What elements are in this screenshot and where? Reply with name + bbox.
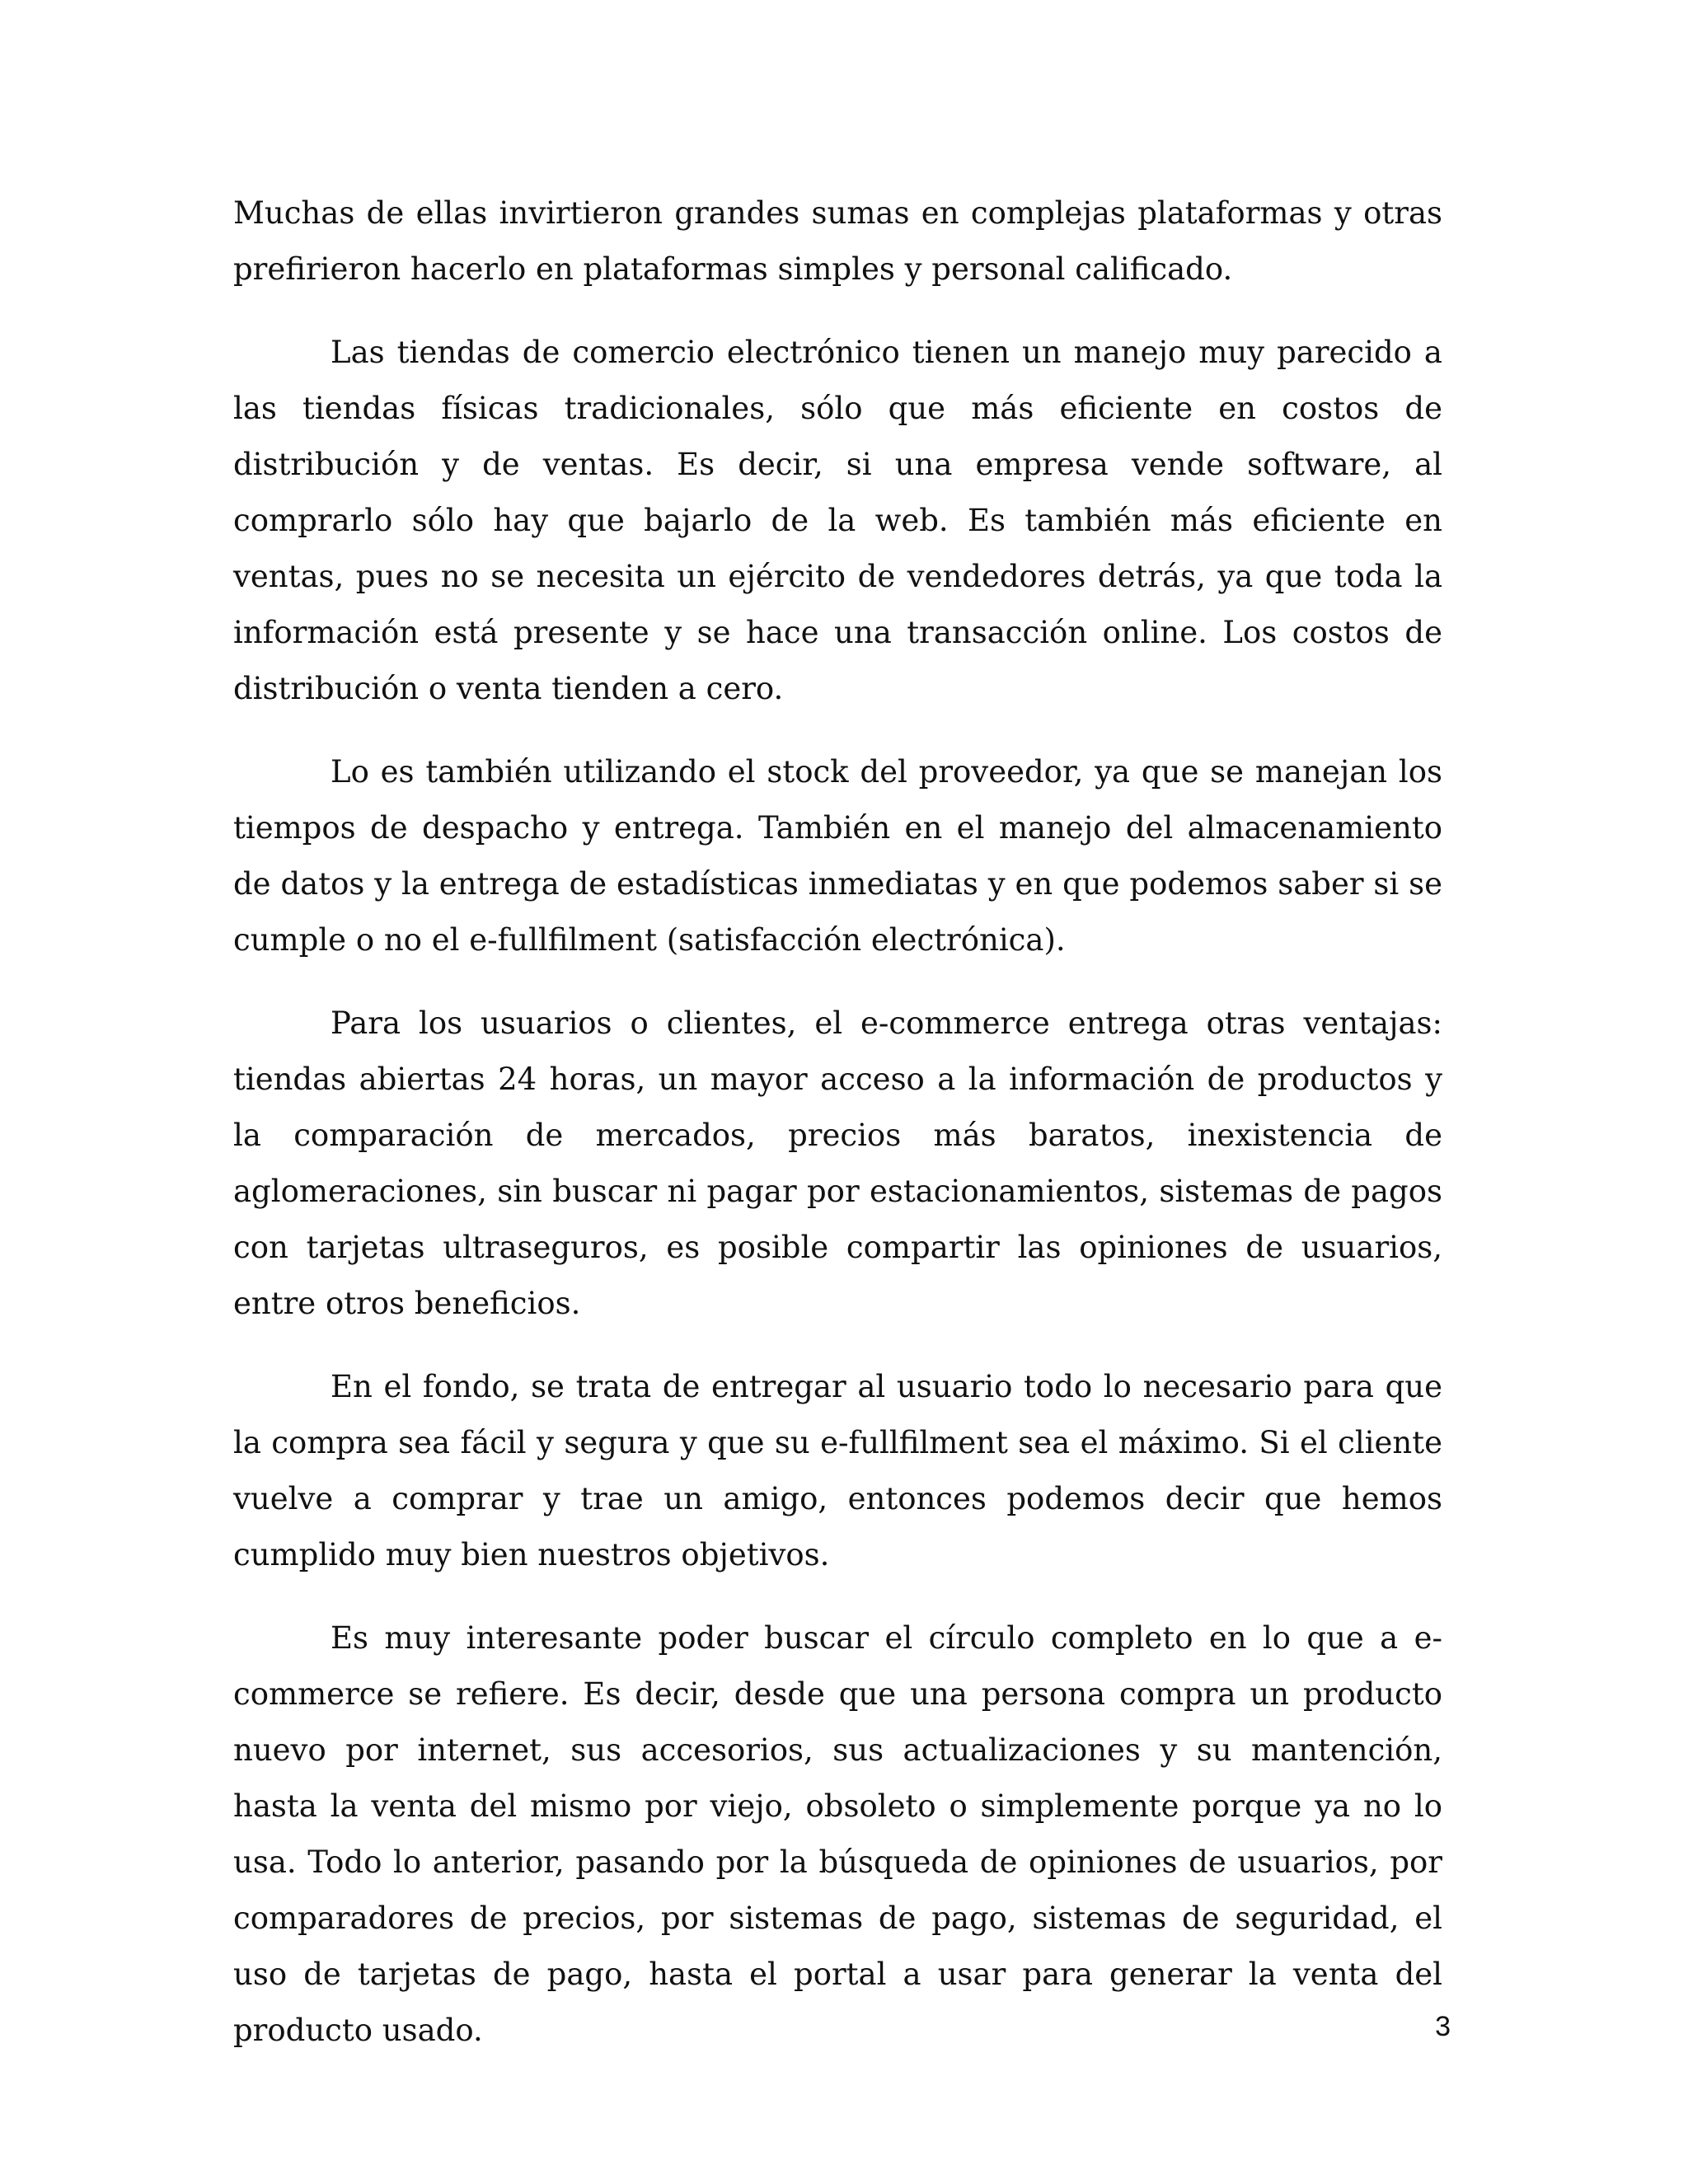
paragraph-6: Es muy interesante poder buscar el círculo completo en lo que a e-commerce se refiere. Es decir, desde que una persona compra un producto nuevo por internet, sus accesorios, sus actualizaciones y su mantención, hasta la venta del mismo por viejo, obsoleto o simplemente porque ya no lo usa. Todo lo anterior, pasando por la búsqueda de opiniones de usuarios, por comparadores de precios, por sistemas de pago, sistemas de seguridad, el uso de tarjetas de pago, hasta el portal a usar para generar la venta del producto usado. — [233, 1620, 1442, 2048]
paragraph-5: En el fondo, se trata de entregar al usuario todo lo necesario para que la compra sea fácil y segura y que su e-fullfilment sea el máximo. Si el cliente vuelve a comprar y trae un amigo, entonces podemos decir que hemos cumplido muy bien nuestros objetivos. — [233, 1369, 1442, 1572]
paragraph-3: Lo es también utilizando el stock del proveedor, ya que se manejan los tiempos de despacho y entrega. También en el manejo del almacenamiento de datos y la entrega de estadísticas inmediatas y en que podemos saber si se cumple o no el e-fullfilment (satisfacción electrónica). — [233, 754, 1442, 958]
body-text — [233, 185, 1442, 2086]
paragraph-2: Las tiendas de comercio electrónico tienen un manejo muy parecido a las tiendas físicas tradicionales, sólo que más eficiente en costos de distribución y de ventas. Es decir, si una empresa vende software, al comprarlo sólo hay que bajarlo de la web. Es también más eficiente en ventas, pues no se necesita un ejército de vendedores detrás, ya que toda la información está presente y se hace una transacción online. Los costos de distribución o venta tienden a cero. — [233, 335, 1442, 706]
page-number: 3 — [1435, 2011, 1451, 2042]
paragraph-1: Muchas de ellas invirtieron grandes sumas en complejas plataformas y otras prefirieron hacerlo en plataformas simples y personal calificado. — [233, 195, 1442, 287]
paragraph-4: Para los usuarios o clientes, el e-commerce entrega otras ventajas: tiendas abiertas 24 horas, un mayor acceso a la información de productos y la comparación de mercados, precios más baratos, inexistencia de aglomeraciones, sin buscar ni pagar por estacionamientos, sistemas de pagos con tarjetas ultraseguros, es posible compartir las opiniones de usuarios, entre otros beneficios. — [233, 1005, 1442, 1321]
